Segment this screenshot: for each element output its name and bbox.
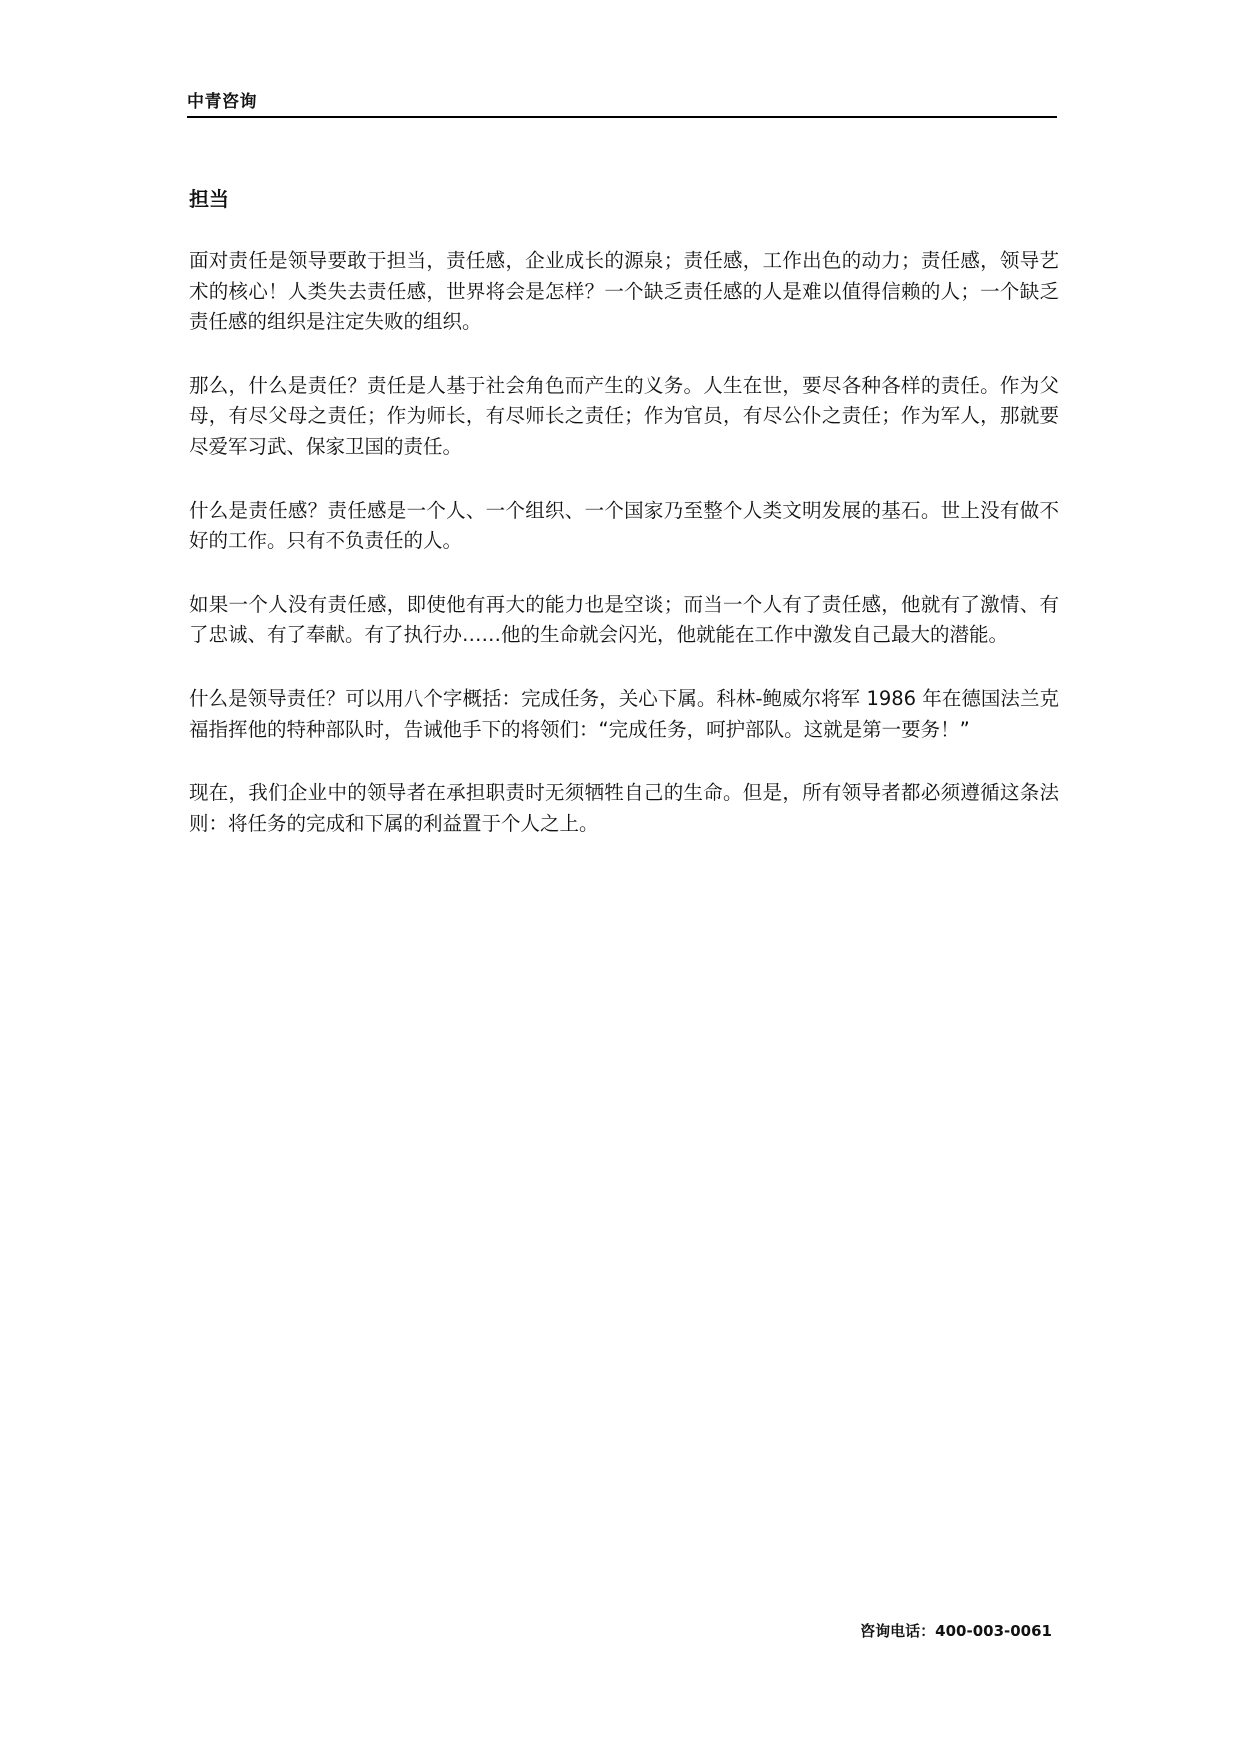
paragraph-4: 如果一个人没有责任感，即使他有再大的能力也是空谈；而当一个人有了责任感，他就有了激情、有了忠诚、有了奉献。有了执行办……他的生命就会闪光，他就能在工作中激发自己最大的潜能。 [189, 592, 1059, 647]
paragraph-2: 那么，什么是责任？责任是人基于社会角色而产生的义务。人生在世，要尽各种各样的责任。作为父母，有尽父母之责任；作为师长，有尽师长之责任；作为官员，有尽公仆之责任；作为军人，那就要尽爱军习武、保家卫国的责任。 [189, 373, 1059, 458]
paragraph-6: 现在，我们企业中的领导者在承担职责时无须牺牲自己的生命。但是，所有领导者都必须遵循这条法则：将任务的完成和下属的利益置于个人之上。 [189, 781, 1059, 835]
article-body [189, 182, 1059, 872]
article-title: 担当 [189, 187, 229, 211]
paragraph-3: 什么是责任感？责任感是一个人、一个组织、一个国家乃至整个人类文明发展的基石。世上没有做不好的工作。只有不负责任的人。 [189, 498, 1059, 553]
page-header [187, 86, 1057, 118]
footer-contact-phone: 咨询电话：400-003-0061 [860, 1622, 1052, 1640]
header-company-name: 中青咨询 [187, 92, 257, 112]
paragraph-1: 面对责任是领导要敢于担当，责任感，企业成长的源泉；责任感，工作出色的动力；责任感，领导艺术的核心！人类失去责任感，世界将会是怎样？一个缺乏责任感的人是难以值得信赖的人；一个缺乏责任感的组织是注定失败的组织。 [189, 249, 1059, 334]
paragraph-5: 什么是领导责任？可以用八个字概括：完成任务，关心下属。科林-鲍威尔将军 1986 年在德国法兰克福指挥他的特种部队时，告诫他手下的将领们：“完成任务，呵护部队。这就是第一要务！” [189, 686, 1059, 741]
